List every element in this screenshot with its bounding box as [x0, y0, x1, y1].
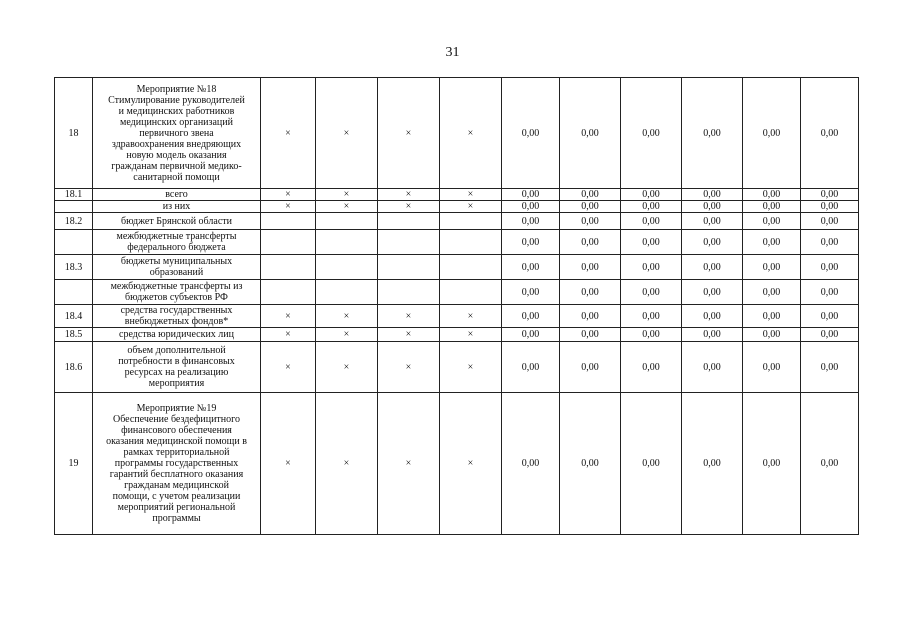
description-line: медицинских организаций: [120, 116, 233, 128]
description-text: [95, 345, 258, 389]
value-cell: 0,00: [743, 189, 801, 201]
mark-cell: [440, 230, 502, 255]
value-cell: 0,00: [502, 393, 560, 535]
table-row: [55, 305, 859, 328]
mark-cell: [440, 280, 502, 305]
value-cell: 0,00: [682, 201, 743, 213]
value-cell: 0,00: [621, 201, 682, 213]
mark-cell: ×: [316, 201, 378, 213]
description-cell: [93, 328, 261, 342]
description-line: санитарной помощи: [133, 171, 220, 183]
value-cell: 0,00: [801, 255, 859, 280]
mark-cell: ×: [440, 189, 502, 201]
row-number-cell: 18.5: [55, 328, 93, 342]
mark-cell: ×: [316, 342, 378, 393]
description-line: Стимулирование руководителей: [108, 94, 245, 106]
value-cell: 0,00: [621, 305, 682, 328]
value-cell: 0,00: [682, 255, 743, 280]
description-line: Мероприятие №18: [136, 83, 217, 95]
value-cell: 0,00: [743, 213, 801, 230]
mark-cell: ×: [378, 342, 440, 393]
mark-cell: ×: [440, 328, 502, 342]
value-cell: 0,00: [801, 342, 859, 393]
mark-cell: [261, 255, 316, 280]
mark-cell: [261, 230, 316, 255]
value-cell: 0,00: [682, 189, 743, 201]
value-cell: 0,00: [560, 280, 621, 305]
value-cell: 0,00: [560, 328, 621, 342]
budget-table: [54, 77, 859, 535]
description-text: [95, 403, 258, 524]
value-cell: 0,00: [682, 393, 743, 535]
value-cell: 0,00: [743, 305, 801, 328]
description-line: средства юридических лиц: [119, 329, 234, 340]
row-number-cell: [55, 201, 93, 213]
value-cell: 0,00: [682, 328, 743, 342]
value-cell: 0,00: [801, 78, 859, 189]
description-cell: [93, 342, 261, 393]
description-text: [95, 256, 258, 278]
description-line: гражданам первичной медико-: [111, 160, 242, 172]
description-line: гарантий бесплатного оказания: [109, 469, 244, 480]
mark-cell: [316, 255, 378, 280]
mark-cell: ×: [316, 393, 378, 535]
value-cell: 0,00: [682, 230, 743, 255]
table-row: [55, 342, 859, 393]
mark-cell: [261, 213, 316, 230]
value-cell: 0,00: [502, 230, 560, 255]
page-number: 31: [445, 45, 460, 60]
description-line: ресурсах на реализацию: [124, 367, 229, 378]
description-line: объем дополнительной: [127, 345, 226, 356]
mark-cell: ×: [440, 305, 502, 328]
mark-cell: ×: [316, 189, 378, 201]
mark-cell: [378, 230, 440, 255]
value-cell: 0,00: [502, 78, 560, 189]
table-row: [55, 255, 859, 280]
description-text: [95, 189, 258, 200]
row-number-cell: 18: [55, 78, 93, 189]
description-cell: [93, 280, 261, 305]
description-text: [95, 281, 258, 303]
mark-cell: [440, 255, 502, 280]
description-line: межбюджетные трансферты из: [110, 281, 243, 292]
description-line: бюджетов субъектов РФ: [125, 292, 228, 303]
description-text: [95, 84, 258, 183]
row-number-cell: [55, 280, 93, 305]
description-cell: [93, 78, 261, 189]
description-line: всего: [165, 189, 188, 200]
description-line: внебюджетных фондов*: [124, 316, 229, 327]
description-line: межбюджетные трансферты: [116, 231, 237, 242]
row-number-cell: 18.6: [55, 342, 93, 393]
value-cell: 0,00: [801, 328, 859, 342]
value-cell: 0,00: [801, 201, 859, 213]
table-row: [55, 393, 859, 535]
description-line: бюджет Брянской области: [121, 215, 232, 227]
description-line: средства государственных: [120, 305, 233, 316]
table-row: [55, 280, 859, 305]
description-text: [95, 216, 258, 227]
value-cell: 0,00: [502, 201, 560, 213]
value-cell: 0,00: [560, 255, 621, 280]
value-cell: 0,00: [621, 189, 682, 201]
value-cell: 0,00: [560, 342, 621, 393]
row-number-cell: [55, 230, 93, 255]
description-text: [95, 201, 258, 212]
value-cell: 0,00: [621, 255, 682, 280]
value-cell: 0,00: [801, 305, 859, 328]
value-cell: 0,00: [502, 213, 560, 230]
value-cell: 0,00: [621, 342, 682, 393]
description-cell: [93, 305, 261, 328]
mark-cell: [378, 255, 440, 280]
value-cell: 0,00: [801, 213, 859, 230]
description-line: мероприятий региональной: [117, 502, 236, 513]
description-line: программы: [152, 513, 201, 524]
value-cell: 0,00: [682, 342, 743, 393]
value-cell: 0,00: [743, 328, 801, 342]
value-cell: 0,00: [560, 305, 621, 328]
table-row: [55, 78, 859, 189]
description-cell: [93, 255, 261, 280]
value-cell: 0,00: [621, 78, 682, 189]
mark-cell: [378, 213, 440, 230]
description-line: потребности в финансовых: [118, 356, 235, 367]
value-cell: 0,00: [682, 305, 743, 328]
table-row: [55, 213, 859, 230]
value-cell: 0,00: [743, 280, 801, 305]
mark-cell: ×: [261, 78, 316, 189]
mark-cell: ×: [440, 342, 502, 393]
description-line: новую модель оказания: [126, 149, 227, 161]
mark-cell: ×: [378, 328, 440, 342]
description-cell: [93, 230, 261, 255]
value-cell: 0,00: [560, 213, 621, 230]
description-line: Мероприятие №19: [136, 403, 217, 414]
mark-cell: ×: [316, 305, 378, 328]
description-line: из них: [162, 201, 191, 212]
mark-cell: ×: [378, 393, 440, 535]
description-line: образований: [149, 267, 204, 278]
description-line: помощи, с учетом реализации: [112, 491, 241, 502]
description-text: [95, 231, 258, 253]
value-cell: 0,00: [801, 280, 859, 305]
value-cell: 0,00: [743, 342, 801, 393]
description-line: рамках территориальной: [123, 447, 230, 458]
value-cell: 0,00: [560, 201, 621, 213]
mark-cell: ×: [316, 78, 378, 189]
value-cell: 0,00: [621, 213, 682, 230]
value-cell: 0,00: [502, 255, 560, 280]
description-cell: [93, 393, 261, 535]
value-cell: 0,00: [621, 280, 682, 305]
description-cell: [93, 189, 261, 201]
description-cell: [93, 201, 261, 213]
mark-cell: ×: [261, 328, 316, 342]
description-line: бюджеты муниципальных: [120, 256, 233, 267]
mark-cell: ×: [261, 305, 316, 328]
value-cell: 0,00: [743, 255, 801, 280]
mark-cell: [316, 230, 378, 255]
value-cell: 0,00: [743, 201, 801, 213]
description-line: оказания медицинской помощи в: [106, 436, 247, 447]
value-cell: 0,00: [502, 305, 560, 328]
table-row: [55, 328, 859, 342]
mark-cell: ×: [261, 189, 316, 201]
value-cell: 0,00: [560, 189, 621, 201]
mark-cell: ×: [440, 78, 502, 189]
value-cell: 0,00: [743, 230, 801, 255]
value-cell: 0,00: [801, 393, 859, 535]
row-number-cell: 18.4: [55, 305, 93, 328]
mark-cell: ×: [261, 393, 316, 535]
mark-cell: ×: [440, 201, 502, 213]
value-cell: 0,00: [743, 393, 801, 535]
value-cell: 0,00: [502, 342, 560, 393]
description-line: программы государственных: [114, 458, 239, 469]
description-line: Обеспечение бездефицитного: [113, 414, 240, 425]
mark-cell: ×: [261, 201, 316, 213]
value-cell: 0,00: [502, 189, 560, 201]
value-cell: 0,00: [621, 328, 682, 342]
mark-cell: [261, 280, 316, 305]
mark-cell: ×: [261, 342, 316, 393]
table-row: [55, 189, 859, 201]
value-cell: 0,00: [682, 280, 743, 305]
description-cell: [93, 213, 261, 230]
value-cell: 0,00: [560, 78, 621, 189]
row-number-cell: 18.3: [55, 255, 93, 280]
value-cell: 0,00: [621, 230, 682, 255]
mark-cell: [440, 213, 502, 230]
mark-cell: [316, 213, 378, 230]
table-body: [55, 78, 859, 535]
value-cell: 0,00: [621, 393, 682, 535]
value-cell: 0,00: [682, 213, 743, 230]
value-cell: 0,00: [502, 280, 560, 305]
mark-cell: ×: [440, 393, 502, 535]
value-cell: 0,00: [560, 230, 621, 255]
value-cell: 0,00: [743, 78, 801, 189]
description-line: первичного звена: [139, 127, 214, 139]
mark-cell: [378, 280, 440, 305]
description-text: [95, 329, 258, 340]
description-line: мероприятия: [148, 378, 205, 389]
description-line: гражданам медицинской: [124, 480, 229, 491]
value-cell: 0,00: [560, 393, 621, 535]
mark-cell: ×: [378, 78, 440, 189]
row-number-cell: 18.1: [55, 189, 93, 201]
description-line: финансового обеспечения: [121, 425, 232, 436]
table-row: [55, 230, 859, 255]
description-text: [95, 305, 258, 327]
description-line: и медицинских работников: [118, 105, 235, 117]
value-cell: 0,00: [682, 78, 743, 189]
table-row: [55, 201, 859, 213]
mark-cell: ×: [378, 189, 440, 201]
value-cell: 0,00: [502, 328, 560, 342]
value-cell: 0,00: [801, 189, 859, 201]
description-line: здравоохранения внедряющих: [111, 138, 242, 150]
mark-cell: ×: [316, 328, 378, 342]
row-number-cell: 19: [55, 393, 93, 535]
mark-cell: ×: [378, 201, 440, 213]
description-line: федерального бюджета: [127, 242, 226, 253]
mark-cell: [316, 280, 378, 305]
row-number-cell: 18.2: [55, 213, 93, 230]
mark-cell: ×: [378, 305, 440, 328]
value-cell: 0,00: [801, 230, 859, 255]
